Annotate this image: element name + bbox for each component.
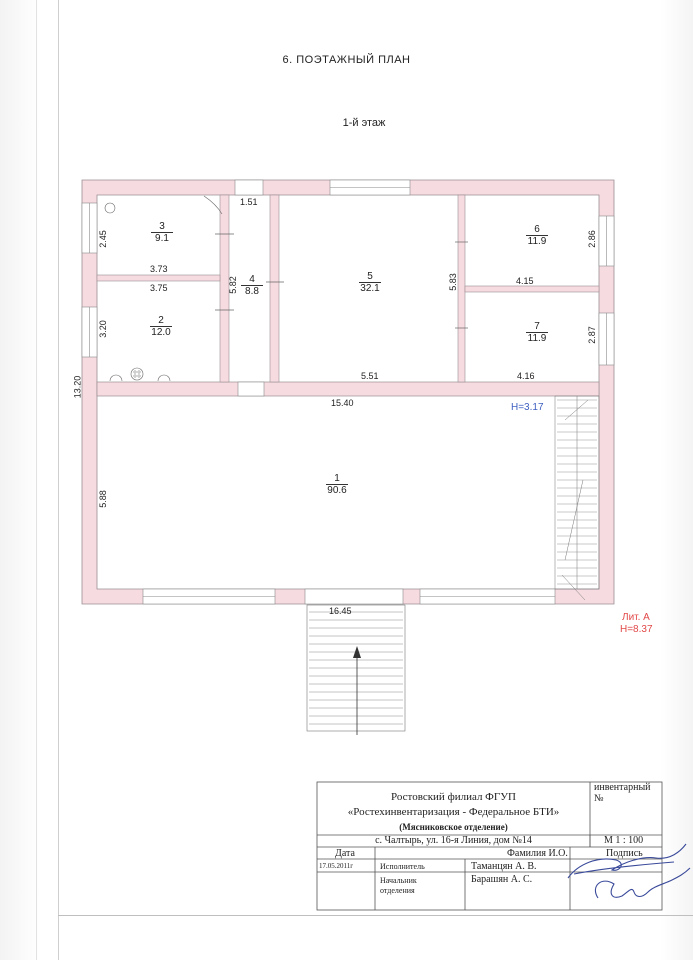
org-name-line-2: «Ростехинвентаризация - Федеральное БТИ» — [347, 806, 560, 818]
address: с. Чалтырь, ул. 16-я Линия, дом №14 — [375, 835, 532, 846]
head-signature — [595, 868, 690, 898]
head-name: Барашян А. С. — [471, 874, 533, 885]
dim-4-16: 4.16 — [517, 371, 535, 381]
date-value: 17.05.2011г — [319, 862, 354, 870]
executor-signature — [568, 844, 686, 878]
dim-3-20: 3.20 — [97, 320, 108, 338]
building-height-note: H=8.37 — [620, 624, 653, 635]
name-header: Фамилия И.О. — [507, 848, 568, 859]
room-5-number: 5 — [359, 271, 381, 283]
room-7-number: 7 — [526, 321, 548, 333]
dim-15-40: 15.40 — [331, 398, 354, 408]
dim-4-15: 4.15 — [516, 276, 534, 286]
room-3-number: 3 — [151, 221, 173, 233]
floor-label: 1-й этаж — [342, 117, 386, 129]
org-name-line-1: Ростовский филиал ФГУП — [391, 791, 516, 803]
dim-5-82: 5.82 — [227, 276, 238, 294]
dim-5-88: 5.88 — [97, 490, 108, 508]
room-1-area: 90.6 — [327, 485, 347, 496]
inventory-number: № — [594, 793, 604, 804]
head-label-1: Начальник — [380, 876, 417, 885]
dim-5-51: 5.51 — [361, 371, 379, 381]
executor-name: Таманцян А. В. — [471, 861, 537, 872]
room-1-number: 1 — [326, 473, 348, 485]
room-6-area: 11.9 — [527, 236, 547, 247]
liter-label: Лит. А — [622, 612, 650, 623]
executor-label: Исполнитель — [380, 862, 425, 871]
page-title: 6. ПОЭТАЖНЫЙ ПЛАН — [282, 54, 411, 66]
dim-3-73: 3.73 — [150, 264, 168, 274]
stair-height-note: H=3.17 — [511, 402, 544, 413]
head-label-2: отделения — [380, 886, 415, 895]
room-2-number: 2 — [150, 315, 172, 327]
room-3-area: 9.1 — [155, 233, 169, 244]
dim-2-86: 2.86 — [586, 230, 597, 248]
dim-13-20: 13.20 — [72, 375, 83, 399]
room-2-area: 12.0 — [151, 327, 171, 338]
room-6-number: 6 — [526, 224, 548, 236]
dim-2-87: 2.87 — [586, 326, 597, 344]
scale: М 1 : 100 — [604, 835, 644, 846]
date-header: Дата — [335, 848, 355, 859]
dim-3-75: 3.75 — [150, 283, 168, 293]
room-4-area: 8.8 — [245, 286, 259, 297]
room-5-area: 32.1 — [360, 283, 380, 294]
dim-16-45: 16.45 — [329, 606, 352, 616]
signature-header: Подпись — [606, 848, 643, 859]
org-name-line-3: (Мясниковское отделение) — [399, 822, 508, 832]
room-4-number: 4 — [241, 274, 263, 286]
dim-2-45: 2.45 — [97, 230, 108, 248]
dim-5-83: 5.83 — [447, 273, 458, 291]
inventory-label: инвентарный — [594, 782, 651, 793]
dim-1-51: 1.51 — [240, 197, 258, 207]
room-7-area: 11.9 — [527, 333, 547, 344]
